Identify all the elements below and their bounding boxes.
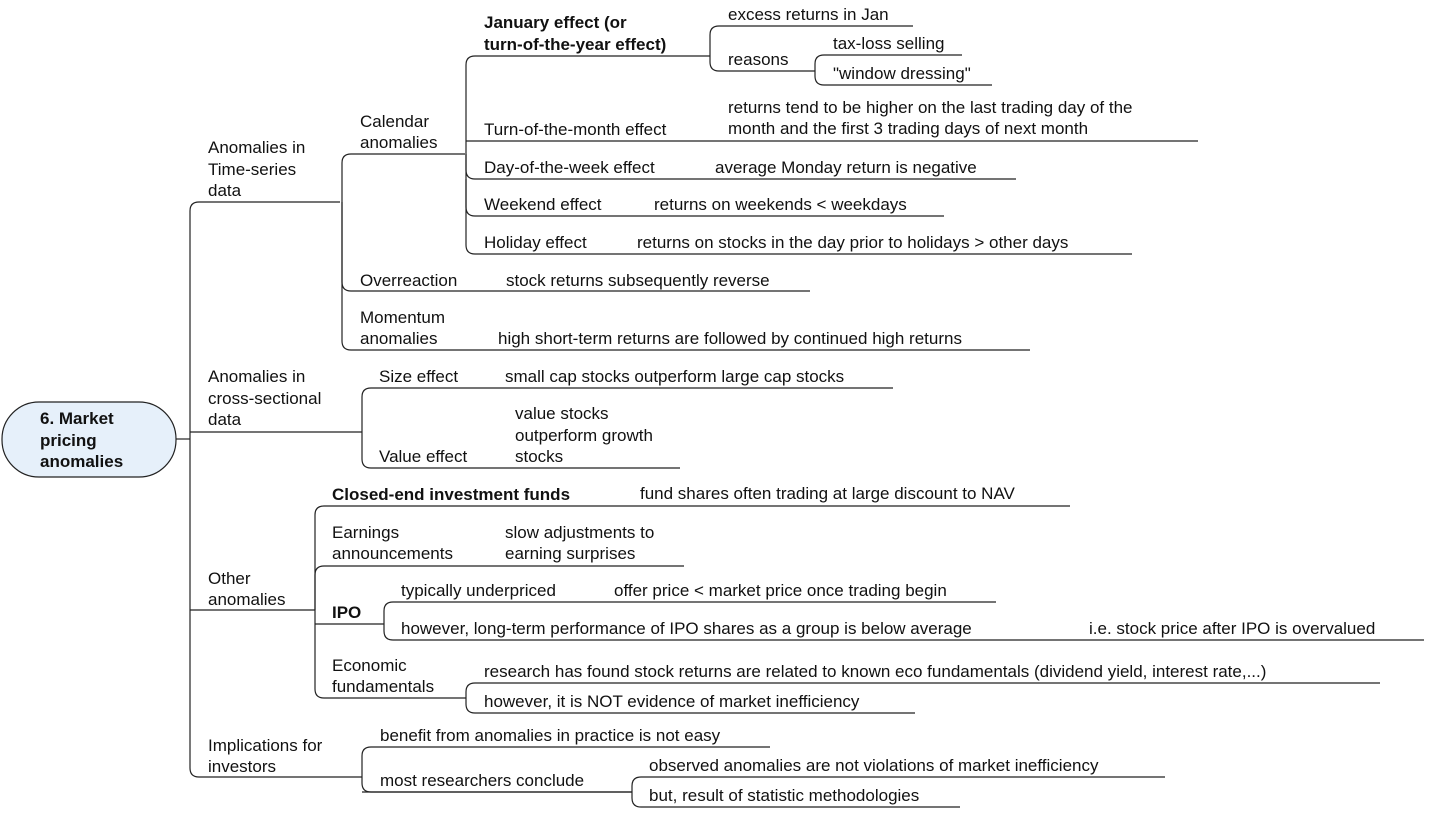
momentum-detail[interactable]: high short-term returns are followed by continued high returns xyxy=(498,329,962,348)
longterm-label[interactable]: however, long-term performance of IPO shares as a group is below average xyxy=(401,619,972,638)
january-label: January effect (or turn-of-the-year effect) xyxy=(484,13,667,54)
turn-of-month-detail[interactable]: returns tend to be higher on the last trading day of the month and the first 3 trading days of next month xyxy=(728,98,1133,138)
size-effect-label[interactable]: Size effect xyxy=(379,367,459,386)
node-other-anomalies[interactable] xyxy=(208,569,286,609)
other-anomalies-label: Other anomalies xyxy=(208,569,286,609)
implications-label: Implications for investors xyxy=(208,736,323,776)
underpriced-label[interactable]: typically underpriced xyxy=(401,581,556,600)
ipo-label[interactable]: IPO xyxy=(332,603,362,622)
overreaction-detail[interactable]: stock returns subsequently reverse xyxy=(506,271,770,290)
window-dressing-text[interactable]: "window dressing" xyxy=(833,64,971,83)
closed-end-label[interactable]: Closed-end investment funds xyxy=(332,485,571,504)
spine-january xyxy=(466,56,710,154)
observed-text[interactable]: observed anomalies are not violations of market inefficiency xyxy=(649,756,1099,775)
research-detail[interactable]: research has found stock returns are related to known eco fundamentals (dividend yield, interest rate,...) xyxy=(484,662,1267,681)
calendar-label: Calendar anomalies xyxy=(360,112,438,152)
earnings-detail[interactable]: slow adjustments to earning surprises xyxy=(505,523,655,563)
spine-calendar xyxy=(342,154,465,202)
closed-end-detail[interactable]: fund shares often trading at large discount to NAV xyxy=(640,484,1015,503)
benefit-text[interactable]: benefit from anomalies in practice is not easy xyxy=(380,726,721,745)
root-label: 6. Market pricing anomalies xyxy=(40,409,124,471)
day-of-week-detail[interactable]: average Monday return is negative xyxy=(715,158,977,177)
overreaction-label[interactable]: Overreaction xyxy=(360,271,458,290)
longterm-detail[interactable]: i.e. stock price after IPO is overvalued xyxy=(1089,619,1376,638)
value-effect-label[interactable]: Value effect xyxy=(379,447,468,466)
value-effect-detail[interactable]: value stocks outperform growth stocks xyxy=(515,404,653,466)
weekend-label[interactable]: Weekend effect xyxy=(484,195,602,214)
earnings-label[interactable]: Earnings announcements xyxy=(332,523,453,563)
reasons-text[interactable]: reasons xyxy=(728,50,789,69)
researchers-label[interactable]: most researchers conclude xyxy=(380,771,585,790)
holiday-label[interactable]: Holiday effect xyxy=(484,233,587,252)
tax-loss-text[interactable]: tax-loss selling xyxy=(833,34,945,53)
node-implications[interactable] xyxy=(208,736,327,776)
cross-sectional-label: Anomalies in cross-sectional data xyxy=(208,367,322,429)
underpriced-detail[interactable]: offer price < market price once trading begin xyxy=(614,581,947,600)
weekend-detail[interactable]: returns on weekends < weekdays xyxy=(654,195,907,214)
excess-returns-text[interactable]: excess returns in Jan xyxy=(728,5,889,24)
node-calendar-anomalies[interactable] xyxy=(360,112,438,152)
root-node[interactable] xyxy=(2,402,176,477)
time-series-label: Anomalies in Time-series data xyxy=(208,138,306,200)
holiday-detail[interactable]: returns on stocks in the day prior to holidays > other days xyxy=(637,233,1069,252)
economic-label[interactable]: Economic fundamentals xyxy=(332,656,435,696)
node-january-effect[interactable] xyxy=(484,13,666,54)
node-time-series[interactable] xyxy=(208,138,310,200)
turn-of-month-label[interactable]: Turn-of-the-month effect xyxy=(484,120,667,139)
not-evidence-detail[interactable]: however, it is NOT evidence of market inefficiency xyxy=(484,692,860,711)
statistic-text[interactable]: but, result of statistic methodologies xyxy=(649,786,920,805)
node-cross-sectional[interactable] xyxy=(208,367,326,429)
day-of-week-label[interactable]: Day-of-the-week effect xyxy=(484,158,655,177)
size-effect-detail[interactable]: small cap stocks outperform large cap stocks xyxy=(505,367,845,386)
momentum-label[interactable]: Momentum anomalies xyxy=(360,308,446,348)
